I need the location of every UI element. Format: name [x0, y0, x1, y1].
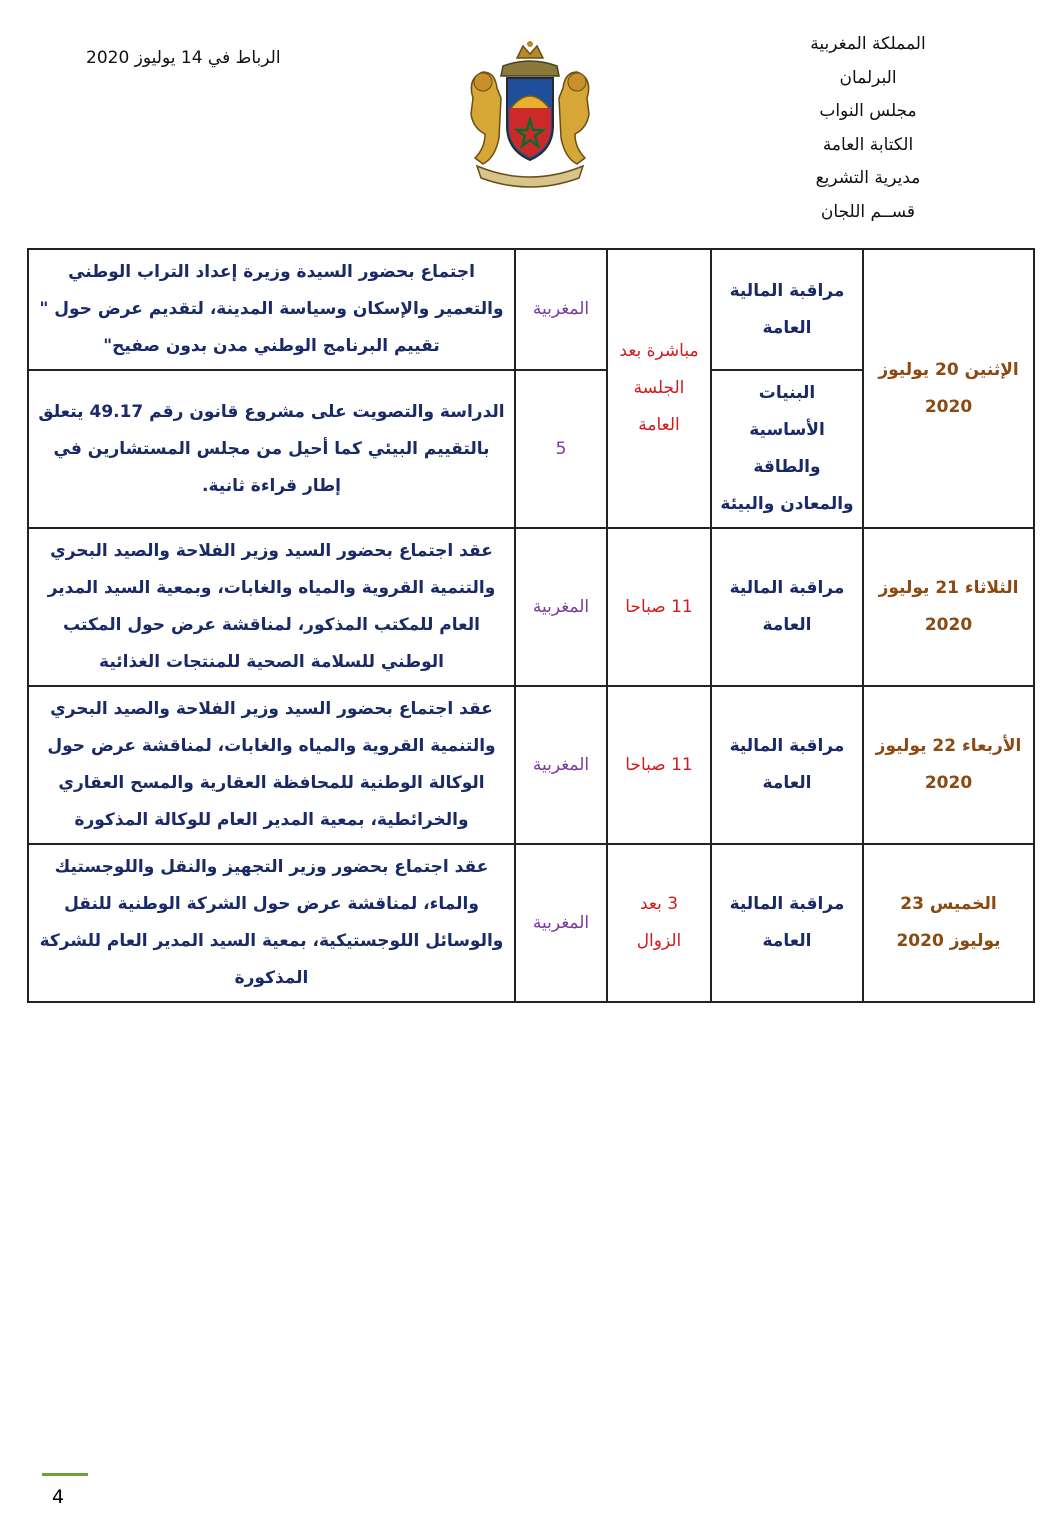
header-line-parliament: البرلمان	[839, 67, 897, 88]
header-line-division: قســم اللجان	[820, 201, 916, 222]
institution-header	[768, 28, 968, 229]
header-line-secretariat: الكتابة العامة	[822, 134, 914, 155]
committee-cell: مراقبة المالية العامة	[711, 249, 863, 370]
table-row	[28, 528, 1034, 686]
date-cell: الإثنين 20 يوليوز 2020	[863, 249, 1034, 528]
time-cell: مباشرة بعد الجلسة العامة	[607, 249, 711, 528]
subject-cell: اجتماع بحضور السيدة وزيرة إعداد التراب الوطني والتعمير والإسكان وسياسة المدينة، لتقديم عرض حول " تقييم البرنامج الوطني مدن بدون صفيح"	[28, 249, 515, 370]
header-line-kingdom: المملكة المغربية	[810, 34, 926, 54]
table-row	[28, 686, 1034, 844]
table-row	[28, 844, 1034, 1002]
footer-rule	[42, 1473, 88, 1476]
table-row	[28, 249, 1034, 370]
subject-cell: عقد اجتماع بحضور السيد وزير الفلاحة والصيد البحري والتنمية القروية والمياه والغابات، لمناقشة عرض حول الوكالة الوطنية للمحافظة العقارية والمسح العقاري والخرائطية، بمعية المدير العام للوكالة المذكورة	[28, 686, 515, 844]
subject-cell: عقد اجتماع بحضور السيد وزير الفلاحة والصيد البحري والتنمية القروية والمياه والغابات، وبمعية السيد المدير العام للمكتب المذكور، لمناقشة عرض حول المكتب الوطني للسلامة الصحية للمنتجات الغذائية	[28, 528, 515, 686]
committee-cell: مراقبة المالية العامة	[711, 844, 863, 1002]
subject-cell: الدراسة والتصويت على مشروع قانون رقم 49.17 يتعلق بالتقييم البيئي كما أحيل من مجلس المستشارين في إطار قراءة ثانية.	[28, 370, 515, 528]
date-cell: الأربعاء 22 يوليوز 2020	[863, 686, 1034, 844]
subject-cell: عقد اجتماع بحضور وزير التجهيز والنقل واللوجستيك والماء، لمناقشة عرض حول الشركة الوطنية للنقل والوسائل اللوجستيكية، بمعية السيد المدير العام للشركة المذكورة	[28, 844, 515, 1002]
room-cell: المغربية	[515, 844, 607, 1002]
committee-schedule-table	[27, 248, 1035, 1003]
time-cell: 11 صباحا	[607, 528, 711, 686]
header-line-directorate: مديرية التشريع	[815, 168, 921, 188]
committee-cell: مراقبة المالية العامة	[711, 686, 863, 844]
page-number: 4	[52, 1486, 65, 1508]
committee-cell: مراقبة المالية العامة	[711, 528, 863, 686]
room-cell: المغربية	[515, 249, 607, 370]
coat-of-arms-icon	[455, 38, 605, 188]
room-cell: المغربية	[515, 686, 607, 844]
date-cell: الخميس 23 يوليوز 2020	[863, 844, 1034, 1002]
time-cell: 3 بعد الزوال	[607, 844, 711, 1002]
room-cell: المغربية	[515, 528, 607, 686]
place-date: الرباط في 14 يوليوز 2020	[86, 48, 281, 68]
date-cell: الثلاثاء 21 يوليوز 2020	[863, 528, 1034, 686]
committee-cell: البنيات الأساسية والطاقة والمعادن والبيئة	[711, 370, 863, 528]
time-cell: 11 صباحا	[607, 686, 711, 844]
room-cell: 5	[515, 370, 607, 528]
header-line-house: مجلس النواب	[819, 101, 917, 121]
